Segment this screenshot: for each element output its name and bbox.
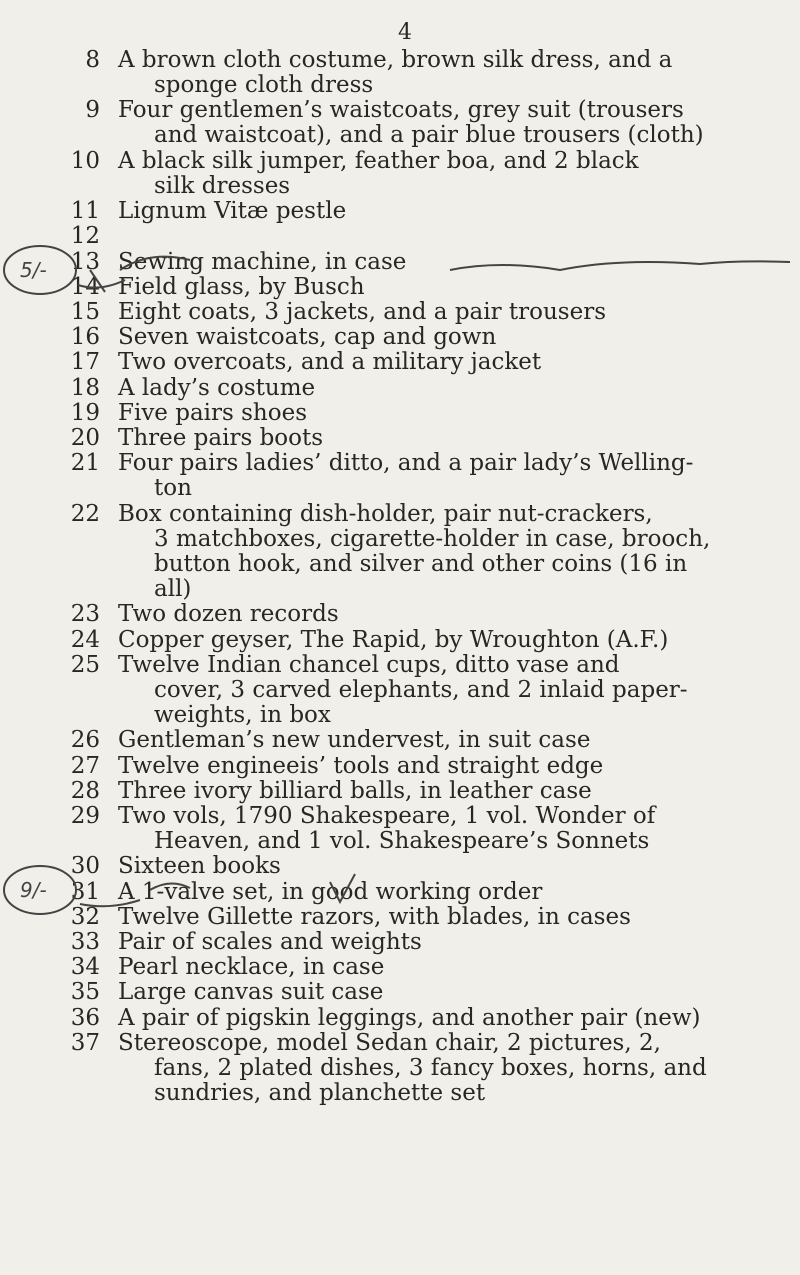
- lot-description: [118, 401, 778, 426]
- lot-description-line: and waistcoat), and a pair blue trousers (cloth): [154, 122, 704, 149]
- handwritten-annotation-lot30: [0, 860, 800, 920]
- lot-number: 14: [70, 273, 100, 300]
- annotation-lot30-price: 9/-: [20, 878, 47, 902]
- lot-number: 29: [70, 803, 100, 829]
- lot-description: [118, 149, 778, 199]
- lot-number: 22: [70, 500, 100, 527]
- lot-description-line: A brown cloth costume, brown silk dress, and a: [118, 47, 673, 73]
- lot-number: 25: [70, 651, 100, 678]
- lot-description-line: Heaven, and 1 vol. Shakespeare’s Sonnets: [154, 828, 650, 854]
- lot-description: [118, 376, 778, 401]
- lot-number: 11: [70, 198, 100, 225]
- lot-description: [118, 48, 778, 98]
- lot-description: [118, 502, 778, 602]
- lot-description-line: Gentleman’s new undervest, in suit case: [118, 727, 591, 754]
- lot-number: 9: [85, 97, 100, 124]
- lot-number: 31: [70, 878, 100, 905]
- lot-description-line: Eight coats, 3 jackets, and a pair trousers: [118, 299, 607, 325]
- lot-number: 16: [70, 324, 100, 351]
- lot-description-line: all): [154, 575, 192, 602]
- lot-description-line: weights, in box: [154, 701, 331, 728]
- lot-description: [118, 451, 778, 501]
- lot-description-line: A black silk jumper, feather boa, and 2 black: [118, 147, 639, 174]
- lot-description-line: Four pairs ladies’ ditto, and a pair lady’s Welling-: [118, 450, 694, 477]
- lot-description-line: Twelve engineeis’ tools and straight edge: [118, 752, 604, 779]
- lot-description: [118, 955, 778, 980]
- lot-number: 35: [70, 979, 100, 1006]
- lot-description: [118, 199, 778, 224]
- lot-number: 34: [70, 954, 100, 981]
- lot-description: [118, 653, 778, 728]
- lot-number: 26: [70, 727, 100, 754]
- lot-number: 23: [70, 601, 100, 628]
- lot-description: [118, 930, 778, 955]
- lot-description-line: Two vols, 1790 Shakespeare, 1 vol. Wonder of: [118, 803, 656, 829]
- lot-description: [118, 350, 778, 375]
- lot-number: 13: [70, 248, 100, 275]
- lot-description-line: Three pairs boots: [118, 425, 324, 451]
- lot-description-line: Three ivory billiard balls, in leather case: [118, 777, 592, 804]
- lot-description-line: Box containing dish-holder, pair nut-crackers,: [118, 500, 653, 527]
- lot-description: [118, 779, 778, 804]
- lot-description-line: Twelve Gillette razors, with blades, in cases: [118, 903, 631, 930]
- lot-number: 17: [70, 349, 100, 376]
- lot-description-line: Five pairs shoes: [118, 399, 308, 426]
- lot-description: [118, 1006, 778, 1031]
- lot-number: 8: [85, 47, 100, 73]
- lot-description-line: A 1-valve set, in good working order: [118, 878, 543, 905]
- lot-description: [118, 426, 778, 451]
- lot-description: [118, 602, 778, 627]
- lot-description-line: A lady’s costume: [118, 374, 316, 401]
- lot-description-line: Sixteen books: [118, 853, 281, 880]
- lot-description: [118, 980, 778, 1005]
- lot-description: [118, 325, 778, 350]
- handwritten-annotation-lot11: [0, 240, 800, 300]
- lot-number: 21: [70, 450, 100, 477]
- lot-number: 28: [70, 777, 100, 804]
- lot-number: 30: [70, 853, 100, 880]
- lot-description-line: Sewing machine, in case: [118, 248, 407, 275]
- lot-number: 36: [70, 1004, 100, 1031]
- lot-description: [118, 804, 778, 854]
- lot-number: 32: [70, 903, 100, 930]
- lot-description-line: Twelve Indian chancel cups, ditto vase and: [118, 651, 620, 678]
- lot-description-line: sponge cloth dress: [154, 72, 374, 98]
- lot-description-line: silk dresses: [154, 172, 291, 199]
- lot-description-line: Field glass, by Busch: [118, 273, 365, 300]
- lot-number: 20: [70, 425, 100, 451]
- lot-number: 18: [70, 374, 100, 401]
- lot-number: 10: [70, 147, 100, 174]
- lot-description-line: Pearl necklace, in case: [118, 954, 385, 981]
- lot-number: 27: [70, 752, 100, 779]
- lot-description-line: Two dozen records: [118, 601, 339, 628]
- lot-description-line: fans, 2 plated dishes, 3 fancy boxes, horns, and: [154, 1054, 707, 1081]
- lot-description-line: Seven waistcoats, cap and gown: [118, 324, 497, 351]
- annotation-lot11-price: 5/-: [20, 258, 47, 282]
- lot-description-line: 3 matchboxes, cigarette-holder in case, brooch,: [154, 525, 711, 552]
- lot-description-line: Stereoscope, model Sedan chair, 2 pictures, 2,: [118, 1029, 661, 1056]
- lot-description: [118, 300, 778, 325]
- lot-description: [118, 754, 778, 779]
- lot-description-line: Copper geyser, The Rapid, by Wroughton (A.F.): [118, 626, 669, 653]
- lot-description-line: button hook, and silver and other coins (16 in: [154, 550, 688, 577]
- lot-description-line: ton: [154, 475, 192, 502]
- lot-description-line: Pair of scales and weights: [118, 929, 422, 955]
- lot-description-line: Two overcoats, and a military jacket: [118, 349, 542, 376]
- lot-description-line: Lignum Vitæ pestle: [118, 198, 347, 225]
- lot-number: 24: [70, 626, 100, 653]
- lot-description-line: cover, 3 carved elephants, and 2 inlaid paper-: [154, 676, 688, 703]
- lot-description: [118, 628, 778, 653]
- lot-number: 12: [70, 223, 100, 250]
- page-number: 4: [398, 20, 412, 45]
- lot-description: [118, 98, 778, 148]
- lot-description-line: Large canvas suit case: [118, 979, 384, 1006]
- lot-number: 33: [70, 929, 100, 955]
- lot-description-line: sundries, and planchette set: [154, 1079, 486, 1106]
- lot-number: 37: [70, 1029, 100, 1056]
- lot-number: 15: [70, 299, 100, 325]
- lot-description: [118, 1031, 778, 1106]
- lot-description-line: A pair of pigskin leggings, and another pair (new): [118, 1004, 701, 1031]
- lot-description: [118, 728, 778, 753]
- lot-description-line: Four gentlemen’s waistcoats, grey suit (trousers: [118, 97, 684, 124]
- lot-number: 19: [70, 399, 100, 426]
